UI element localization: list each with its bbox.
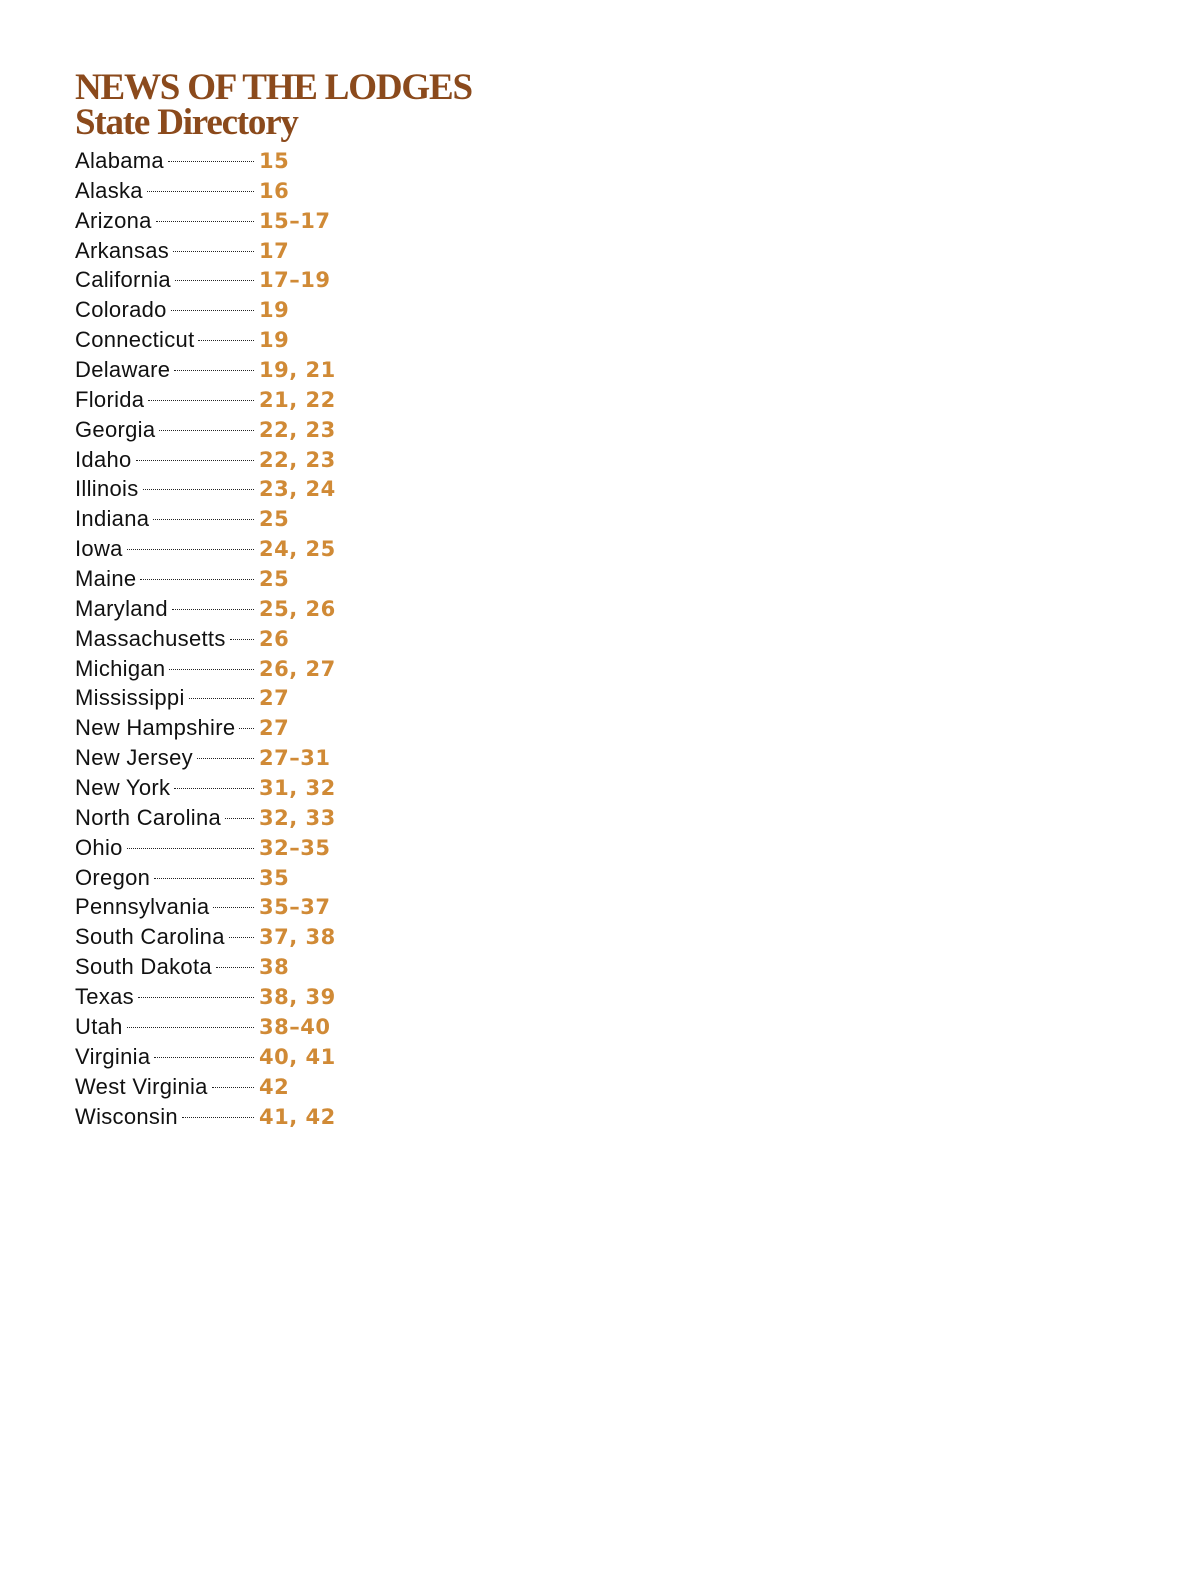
directory-entry [75,1104,335,1134]
directory-entry [75,685,335,715]
directory-entry [75,178,335,208]
directory-entry [75,715,335,745]
dot-leader [136,460,254,461]
directory-entry [75,894,335,924]
page-numbers: 37, 38 [259,925,336,950]
state-name: Utah [75,1013,123,1039]
state-name: Alaska [75,177,143,203]
state-name: Ohio [75,834,123,860]
state-name: Arizona [75,207,152,233]
state-name: Georgia [75,416,156,442]
page-numbers: 21, 22 [259,387,336,412]
directory-entry [75,805,335,835]
dot-leader [174,788,254,789]
dot-leader [175,280,254,281]
dot-leader [225,818,254,819]
page-numbers: 35–37 [259,895,331,920]
page-subtitle: State Directory [75,102,298,143]
page [75,67,495,1133]
state-name: Maine [75,566,137,592]
directory-entry [75,447,335,477]
page-numbers: 27 [259,716,290,741]
state-name: Indiana [75,506,150,532]
directory-entry [75,238,335,268]
page-numbers: 16 [259,178,290,203]
page-numbers: 22, 23 [259,447,336,472]
dot-leader [173,251,254,252]
directory-entry [75,984,335,1014]
directory-entry [75,327,335,357]
directory-entry [75,506,335,536]
page-numbers: 38–40 [259,1014,331,1039]
dot-leader [197,758,254,759]
page-numbers: 35 [259,865,290,890]
page-numbers: 32–35 [259,835,331,860]
directory-entry [75,267,335,297]
page-numbers: 25 [259,567,290,592]
dot-leader [148,400,254,401]
page-numbers: 27 [259,686,290,711]
page-numbers: 25, 26 [259,596,336,621]
state-name: Texas [75,984,134,1010]
dot-leader [213,907,254,908]
directory-entry [75,775,335,805]
dot-leader [138,997,254,998]
dot-leader [189,698,254,699]
dot-leader [159,430,254,431]
page-numbers: 26 [259,626,290,651]
page-numbers: 38, 39 [259,985,336,1010]
dot-leader [143,489,254,490]
directory-entry [75,924,335,954]
directory-entry [75,1044,335,1074]
directory-entry [75,357,335,387]
dot-leader [229,937,254,938]
state-name: Massachusetts [75,625,226,651]
page-numbers: 24, 25 [259,537,336,562]
dot-leader [147,191,254,192]
dot-leader [154,878,254,879]
dot-leader [171,310,254,311]
state-name: New Hampshire [75,715,236,741]
state-name: South Dakota [75,954,212,980]
state-name: New York [75,775,171,801]
directory-entry [75,476,335,506]
state-name: Oregon [75,864,151,890]
page-numbers: 15–17 [259,208,331,233]
dot-leader [127,1027,254,1028]
state-name: Delaware [75,357,171,383]
directory-entry [75,208,335,238]
page-numbers: 38 [259,955,290,980]
dot-leader [127,848,254,849]
page-title: NEWS OF THE LODGES [75,67,472,108]
page-numbers: 23, 24 [259,477,336,502]
state-name: Virginia [75,1043,151,1069]
page-numbers: 19, 21 [259,358,336,383]
directory-entry [75,387,335,417]
state-name: North Carolina [75,804,222,830]
page-numbers: 17–19 [259,268,331,293]
page-numbers: 15 [259,149,290,173]
directory-entry [75,865,335,895]
dot-leader [169,669,254,670]
state-name: Florida [75,386,145,412]
state-name: Wisconsin [75,1103,178,1129]
dot-leader [216,967,254,968]
dot-leader [230,639,254,640]
page-numbers: 41, 42 [259,1104,336,1129]
state-name: South Carolina [75,924,225,950]
page-numbers: 25 [259,507,290,532]
page-numbers: 32, 33 [259,805,336,830]
dot-leader [156,221,254,222]
dot-leader [154,1057,254,1058]
state-name: Pennsylvania [75,894,210,920]
page-numbers: 19 [259,328,290,353]
state-name: Mississippi [75,685,185,711]
dot-leader [212,1087,254,1088]
state-name: Illinois [75,476,139,502]
state-name: Connecticut [75,327,195,353]
state-name: Michigan [75,655,166,681]
directory-entry [75,536,335,566]
dot-leader [174,370,254,371]
directory-entry [75,1014,335,1044]
directory-entry [75,148,335,178]
state-name: Colorado [75,297,167,323]
page-numbers: 40, 41 [259,1044,336,1069]
page-numbers: 42 [259,1074,290,1099]
dot-leader [182,1117,254,1118]
state-name: California [75,267,171,293]
directory-entry [75,626,335,656]
page-numbers: 17 [259,238,290,263]
dot-leader [168,161,254,162]
page-numbers: 22, 23 [259,417,336,442]
directory-entry [75,954,335,984]
page-numbers: 19 [259,298,290,323]
state-directory-list [75,148,335,1133]
state-name: Iowa [75,536,123,562]
page-numbers: 26, 27 [259,656,336,681]
dot-leader [172,609,254,610]
page-numbers: 31, 32 [259,776,336,801]
directory-entry [75,745,335,775]
dot-leader [140,579,254,580]
page-numbers: 27–31 [259,746,331,771]
state-name: West Virginia [75,1073,208,1099]
directory-entry [75,417,335,447]
directory-entry [75,596,335,626]
state-name: Arkansas [75,237,170,263]
dot-leader [153,519,254,520]
dot-leader [239,728,254,729]
state-name: Alabama [75,148,164,173]
state-name: New Jersey [75,745,193,771]
dot-leader [198,340,254,341]
directory-entry [75,656,335,686]
directory-entry [75,566,335,596]
state-name: Maryland [75,595,168,621]
dot-leader [127,549,254,550]
directory-entry [75,835,335,865]
directory-entry [75,1074,335,1104]
directory-entry [75,297,335,327]
state-name: Idaho [75,446,132,472]
